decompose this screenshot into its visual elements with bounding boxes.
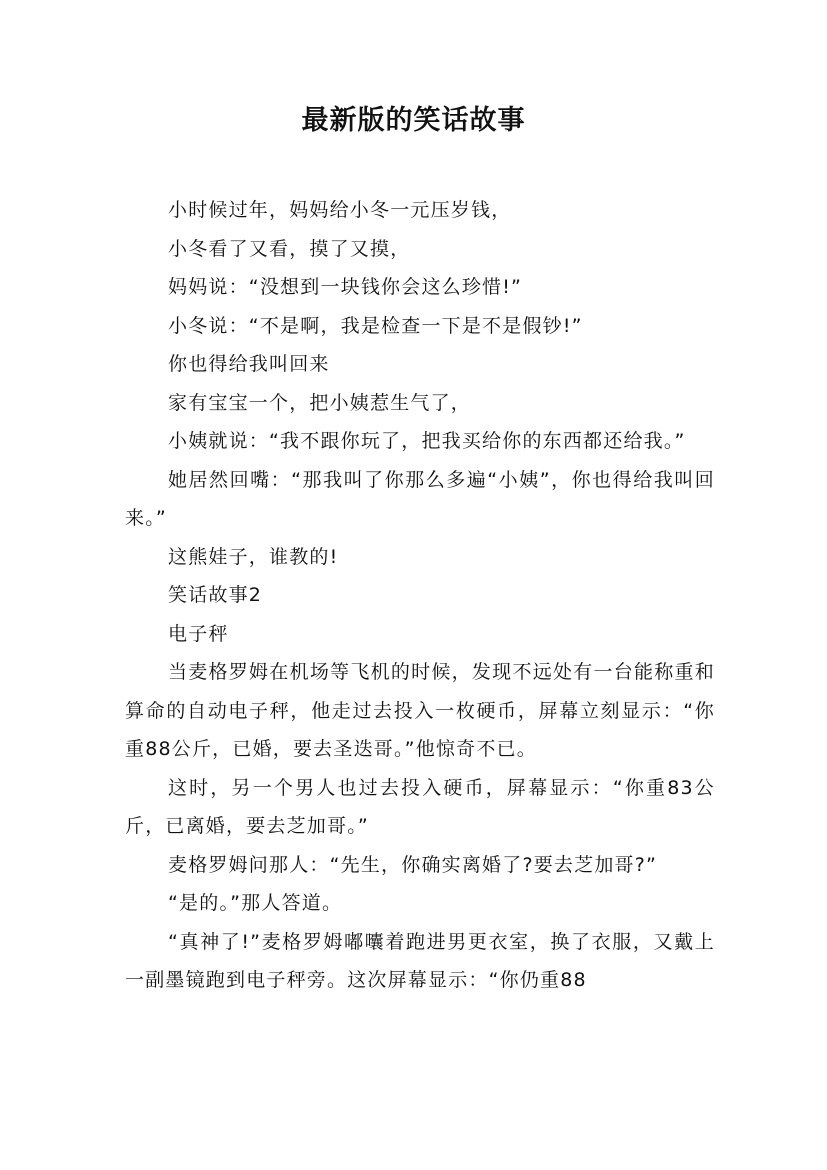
paragraph: 当麦格罗姆在机场等飞机的时候，发现不远处有一台能称重和算命的自动电子秤，他走过去投入一枚硬币，屏幕立刻显示：“你重88公斤，已婚，要去圣迭哥。”他惊奇不已。 bbox=[125, 661, 715, 760]
paragraph: 这熊娃子，谁教的! bbox=[168, 545, 339, 568]
paragraph: 小冬说：“不是啊，我是检查一下是不是假钞!” bbox=[168, 314, 583, 337]
paragraph: “真神了!”麦格罗姆嘟囔着跑进男更衣室，换了衣服，又戴上一副墨镜跑到电子秤旁。这次屏幕显示：“你仍重88 bbox=[125, 930, 715, 991]
paragraph: 这时，另一个男人也过去投入硬币，屏幕显示：“你重83公斤，已离婚，要去芝加哥。” bbox=[125, 776, 715, 837]
paragraph: “是的。”那人答道。 bbox=[168, 892, 343, 914]
paragraph: 小姨就说：“我不跟你玩了，把我买给你的东西都还给我。” bbox=[168, 430, 686, 452]
paragraph: 小冬看了又看，摸了又摸， bbox=[168, 237, 411, 260]
paragraph: 家有宝宝一个，把小姨惹生气了， bbox=[168, 391, 472, 414]
paragraph: 你也得给我叫回来 bbox=[168, 353, 330, 375]
paragraph: 小时候过年，妈妈给小冬一元压岁钱， bbox=[168, 199, 512, 221]
section-subheading: 电子秤 bbox=[168, 622, 229, 645]
paragraph: 妈妈说：“没想到一块钱你会这么珍惜!” bbox=[168, 276, 523, 298]
paragraph: 麦格罗姆问那人：“先生，你确实离婚了?要去芝加哥?” bbox=[168, 853, 658, 876]
document-title: 最新版的笑话故事 bbox=[301, 105, 526, 136]
document-body bbox=[125, 191, 715, 1000]
section-heading: 笑话故事2 bbox=[168, 584, 263, 606]
paragraph: 她居然回嘴：“那我叫了你那么多遍“小姨”，你也得给我叫回来。” bbox=[125, 468, 715, 529]
